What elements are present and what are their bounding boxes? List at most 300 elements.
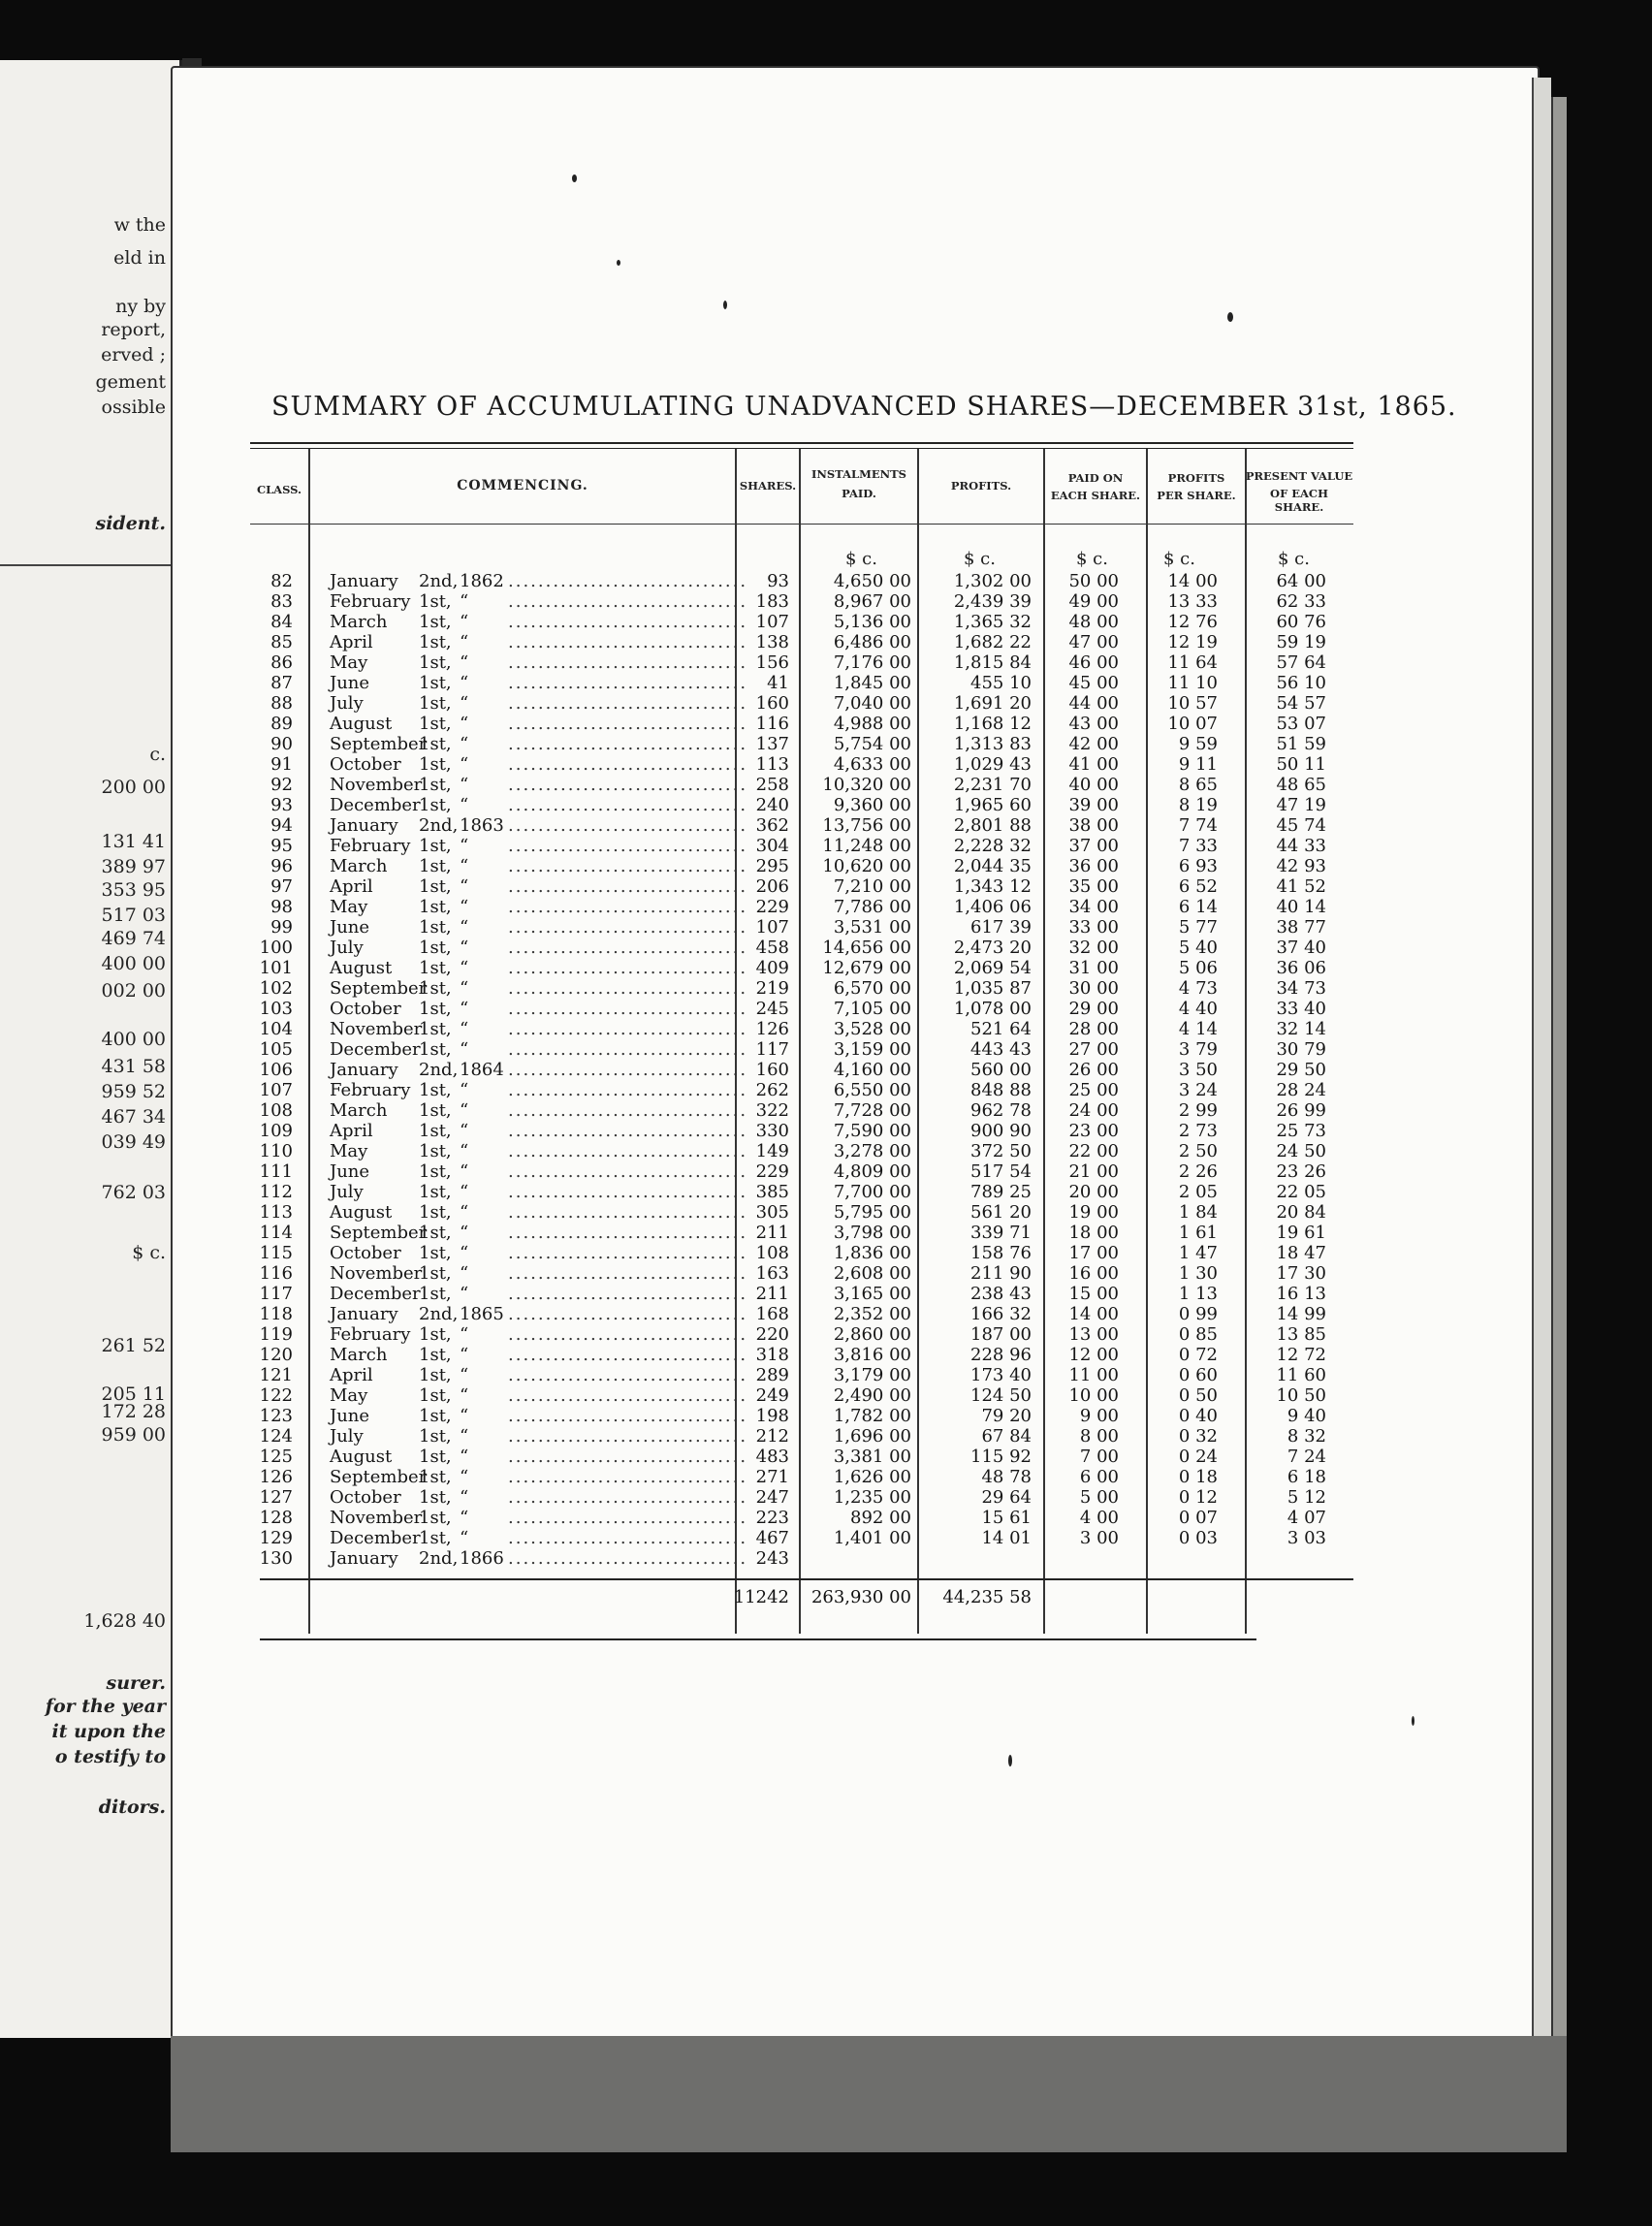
header-instalments-line2: PAID.	[842, 487, 876, 500]
row-year: “	[460, 1223, 469, 1243]
header-commencing: COMMENCING.	[457, 478, 588, 493]
row-shares: 113	[755, 754, 789, 775]
row-year: 1863	[460, 815, 504, 836]
row-year: 1862	[460, 571, 504, 591]
row-day: 1st,	[419, 1019, 452, 1039]
row-profits-per-share: 2 05	[1178, 1182, 1218, 1202]
row-profits-per-share: 0 12	[1178, 1487, 1218, 1508]
row-profits-per-share: 10 07	[1167, 714, 1218, 734]
row-day: 1st,	[419, 1467, 452, 1487]
row-profits: 2,473 20	[953, 938, 1032, 958]
row-paid-each-share: 40 00	[1068, 775, 1119, 795]
row-class: 95	[270, 836, 293, 856]
row-paid-each-share: 26 00	[1068, 1060, 1119, 1080]
row-profits: 238 43	[970, 1284, 1032, 1304]
row-profits-per-share: 11 10	[1167, 673, 1218, 693]
leader-dots: ................................	[508, 815, 748, 836]
table-row	[0, 775, 1652, 795]
leader-dots: ................................	[508, 693, 748, 714]
row-present-value: 14 99	[1276, 1304, 1326, 1324]
leader-dots: ................................	[508, 673, 748, 693]
row-year: “	[460, 999, 469, 1019]
row-profits: 1,029 43	[953, 754, 1032, 775]
row-profits-per-share: 12 19	[1167, 632, 1218, 652]
row-present-value: 34 73	[1276, 978, 1326, 999]
row-month: December	[330, 1528, 421, 1548]
row-month: July	[330, 1182, 364, 1202]
table-row	[0, 1019, 1652, 1039]
row-profits: 1,078 00	[953, 999, 1032, 1019]
row-month: October	[330, 999, 401, 1019]
row-shares: 229	[755, 1161, 789, 1182]
row-day: 1st,	[419, 1202, 452, 1223]
left-text-fragment: surer.	[106, 1672, 166, 1694]
table-row	[0, 754, 1652, 775]
left-text-fragment: it upon the	[51, 1721, 166, 1742]
row-month: May	[330, 1385, 368, 1406]
row-class: 124	[259, 1426, 293, 1447]
row-instalments: 4,650 00	[833, 571, 911, 591]
rule	[260, 1578, 1353, 1580]
row-shares: 156	[755, 652, 789, 673]
row-paid-each-share: 29 00	[1068, 999, 1119, 1019]
row-paid-each-share: 9 00	[1079, 1406, 1119, 1426]
row-day: 1st,	[419, 795, 452, 815]
row-profits: 900 90	[970, 1121, 1032, 1141]
table-row	[0, 1121, 1652, 1141]
row-instalments: 7,786 00	[833, 897, 911, 917]
leader-dots: ................................	[508, 1223, 748, 1243]
row-month: January	[330, 1548, 398, 1569]
book-bottom-edge	[171, 2036, 1567, 2152]
row-paid-each-share: 10 00	[1068, 1385, 1119, 1406]
header-paid-line2: EACH SHARE.	[1050, 489, 1141, 502]
leader-dots: ................................	[508, 958, 748, 978]
row-year: “	[460, 1426, 469, 1447]
table-row	[0, 1263, 1652, 1284]
left-text-fragment: sident.	[95, 513, 166, 534]
row-profits: 2,069 54	[953, 958, 1032, 978]
row-instalments: 7,590 00	[833, 1121, 911, 1141]
table-row	[0, 1467, 1652, 1487]
leader-dots: ................................	[508, 1508, 748, 1528]
row-profits-per-share: 9 11	[1178, 754, 1218, 775]
row-year: “	[460, 1406, 469, 1426]
table-row	[0, 999, 1652, 1019]
row-month: August	[330, 1447, 393, 1467]
header-pps-line1: PROFITS	[1167, 471, 1225, 485]
table-row	[0, 632, 1652, 652]
leader-dots: ................................	[508, 1406, 748, 1426]
row-month: September	[330, 978, 428, 999]
row-day: 1st,	[419, 1243, 452, 1263]
row-class: 121	[259, 1365, 293, 1385]
row-instalments: 4,160 00	[833, 1060, 911, 1080]
row-shares: 117	[755, 1039, 789, 1060]
row-paid-each-share: 30 00	[1068, 978, 1119, 999]
row-day: 1st,	[419, 734, 452, 754]
row-month: December	[330, 1039, 421, 1060]
row-present-value: 64 00	[1276, 571, 1326, 591]
header-instalments	[801, 467, 917, 500]
row-paid-each-share: 46 00	[1068, 652, 1119, 673]
row-shares: 220	[755, 1324, 789, 1345]
row-year: “	[460, 1528, 469, 1548]
leader-dots: ................................	[508, 1528, 748, 1548]
row-month: March	[330, 1345, 388, 1365]
row-month: July	[330, 1426, 364, 1447]
leader-dots: ................................	[508, 1324, 748, 1345]
row-profits: 1,302 00	[953, 571, 1032, 591]
row-profits: 789 25	[970, 1182, 1032, 1202]
row-class: 82	[270, 571, 293, 591]
row-instalments: 10,620 00	[822, 856, 911, 876]
table-row	[0, 876, 1652, 897]
row-present-value: 9 40	[1287, 1406, 1326, 1426]
row-class: 112	[259, 1182, 293, 1202]
row-year: “	[460, 978, 469, 999]
row-instalments: 1,782 00	[833, 1406, 911, 1426]
row-month: February	[330, 836, 411, 856]
row-month: November	[330, 775, 423, 795]
row-present-value: 24 50	[1276, 1141, 1326, 1161]
row-instalments: 4,809 00	[833, 1161, 911, 1182]
table-row	[0, 1447, 1652, 1467]
left-amount: 400 00	[101, 1029, 166, 1050]
row-profits-per-share: 12 76	[1167, 612, 1218, 632]
row-present-value: 47 19	[1276, 795, 1326, 815]
row-instalments: 892 00	[850, 1508, 911, 1528]
row-day: 1st,	[419, 1161, 452, 1182]
left-text-fragment: eld in	[113, 247, 166, 269]
row-paid-each-share: 50 00	[1068, 571, 1119, 591]
row-instalments: 9,360 00	[833, 795, 911, 815]
row-profits: 962 78	[970, 1100, 1032, 1121]
row-day: 1st,	[419, 1508, 452, 1528]
table-row	[0, 1161, 1652, 1182]
row-year: “	[460, 958, 469, 978]
row-month: May	[330, 652, 368, 673]
row-paid-each-share: 8 00	[1079, 1426, 1119, 1447]
row-present-value: 44 33	[1276, 836, 1326, 856]
row-paid-each-share: 43 00	[1068, 714, 1119, 734]
table-row	[0, 734, 1652, 754]
row-profits: 48 78	[981, 1467, 1032, 1487]
row-profits-per-share: 2 26	[1178, 1161, 1218, 1182]
left-text-fragment: erved ;	[101, 344, 166, 366]
row-year: “	[460, 1508, 469, 1528]
row-year: “	[460, 1345, 469, 1365]
total-profits: 44,235 58	[942, 1587, 1032, 1607]
row-day: 2nd,	[419, 815, 459, 836]
row-shares: 211	[755, 1223, 789, 1243]
row-day: 1st,	[419, 591, 452, 612]
row-month: March	[330, 856, 388, 876]
row-present-value: 22 05	[1276, 1182, 1326, 1202]
row-paid-each-share: 23 00	[1068, 1121, 1119, 1141]
header-profits-per-share	[1148, 471, 1245, 502]
row-month: September	[330, 1467, 428, 1487]
row-paid-each-share: 16 00	[1068, 1263, 1119, 1284]
row-year: “	[460, 1080, 469, 1100]
row-class: 93	[270, 795, 293, 815]
leader-dots: ................................	[508, 1284, 748, 1304]
row-class: 123	[259, 1406, 293, 1426]
row-class: 128	[259, 1508, 293, 1528]
row-month: January	[330, 1304, 398, 1324]
header-shares: SHARES.	[739, 479, 797, 493]
left-amount: 469 74	[101, 928, 166, 949]
row-shares: 108	[755, 1243, 789, 1263]
row-class: 107	[259, 1080, 293, 1100]
leader-dots: ................................	[508, 1548, 748, 1569]
row-class: 86	[270, 652, 293, 673]
row-profits-per-share: 5 40	[1178, 938, 1218, 958]
row-paid-each-share: 17 00	[1068, 1243, 1119, 1263]
leader-dots: ................................	[508, 1182, 748, 1202]
row-present-value: 5 12	[1287, 1487, 1326, 1508]
leader-dots: ................................	[508, 1100, 748, 1121]
leader-dots: ................................	[508, 897, 748, 917]
row-present-value: 48 65	[1276, 775, 1326, 795]
leader-dots: ................................	[508, 1080, 748, 1100]
left-rule	[0, 564, 179, 566]
row-class: 129	[259, 1528, 293, 1548]
row-profits: 1,691 20	[953, 693, 1032, 714]
row-instalments: 6,570 00	[833, 978, 911, 999]
row-class: 96	[270, 856, 293, 876]
row-shares: 247	[755, 1487, 789, 1508]
row-shares: 362	[755, 815, 789, 836]
row-present-value: 45 74	[1276, 815, 1326, 836]
table-row	[0, 897, 1652, 917]
row-month: April	[330, 876, 373, 897]
row-instalments: 3,165 00	[833, 1284, 911, 1304]
row-profits-per-share: 3 79	[1178, 1039, 1218, 1060]
leader-dots: ................................	[508, 938, 748, 958]
row-month: July	[330, 938, 364, 958]
row-paid-each-share: 41 00	[1068, 754, 1119, 775]
row-paid-each-share: 45 00	[1068, 673, 1119, 693]
row-paid-each-share: 3 00	[1079, 1528, 1119, 1548]
row-class: 110	[259, 1141, 293, 1161]
row-class: 83	[270, 591, 293, 612]
row-present-value: 23 26	[1276, 1161, 1326, 1182]
table-row	[0, 612, 1652, 632]
row-class: 89	[270, 714, 293, 734]
row-profits: 14 01	[981, 1528, 1032, 1548]
row-paid-each-share: 21 00	[1068, 1161, 1119, 1182]
row-class: 90	[270, 734, 293, 754]
row-profits-per-share: 0 60	[1178, 1365, 1218, 1385]
row-class: 115	[259, 1243, 293, 1263]
row-profits: 1,406 06	[953, 897, 1032, 917]
row-month: February	[330, 591, 411, 612]
leader-dots: ................................	[508, 1426, 748, 1447]
row-present-value: 25 73	[1276, 1121, 1326, 1141]
row-month: January	[330, 1060, 398, 1080]
table-row	[0, 1284, 1652, 1304]
row-profits-per-share: 0 24	[1178, 1447, 1218, 1467]
row-class: 97	[270, 876, 293, 897]
row-year: “	[460, 876, 469, 897]
row-profits-per-share: 0 03	[1178, 1528, 1218, 1548]
row-year: “	[460, 1121, 469, 1141]
left-text-fragment: gement	[95, 371, 166, 393]
row-shares: 219	[755, 978, 789, 999]
row-shares: 385	[755, 1182, 789, 1202]
leader-dots: ................................	[508, 978, 748, 999]
row-shares: 304	[755, 836, 789, 856]
row-class: 118	[259, 1304, 293, 1324]
row-day: 1st,	[419, 1284, 452, 1304]
row-class: 120	[259, 1345, 293, 1365]
row-class: 100	[259, 938, 293, 958]
row-shares: 107	[755, 612, 789, 632]
rule	[260, 1638, 1256, 1640]
row-shares: 126	[755, 1019, 789, 1039]
row-instalments: 1,836 00	[833, 1243, 911, 1263]
ink-speck	[723, 301, 727, 309]
row-class: 111	[259, 1161, 293, 1182]
row-paid-each-share: 12 00	[1068, 1345, 1119, 1365]
table-row	[0, 1365, 1652, 1385]
row-day: 1st,	[419, 1385, 452, 1406]
ink-speck	[572, 175, 577, 182]
row-instalments: 4,633 00	[833, 754, 911, 775]
row-day: 1st,	[419, 1100, 452, 1121]
row-paid-each-share: 24 00	[1068, 1100, 1119, 1121]
row-year: 1866	[460, 1548, 504, 1569]
row-instalments: 1,401 00	[833, 1528, 911, 1548]
row-profits-per-share: 1 47	[1178, 1243, 1218, 1263]
row-profits-per-share: 7 74	[1178, 815, 1218, 836]
row-instalments: 13,756 00	[822, 815, 911, 836]
row-shares: 271	[755, 1467, 789, 1487]
table-row	[0, 1202, 1652, 1223]
row-shares: 262	[755, 1080, 789, 1100]
row-shares: 289	[755, 1365, 789, 1385]
row-class: 84	[270, 612, 293, 632]
leader-dots: ................................	[508, 652, 748, 673]
row-profits: 166 32	[970, 1304, 1032, 1324]
row-profits-per-share: 1 30	[1178, 1263, 1218, 1284]
row-profits-per-share: 4 40	[1178, 999, 1218, 1019]
table-row	[0, 571, 1652, 591]
row-paid-each-share: 22 00	[1068, 1141, 1119, 1161]
row-year: “	[460, 1243, 469, 1263]
table-row	[0, 815, 1652, 836]
row-profits-per-share: 11 64	[1167, 652, 1218, 673]
row-profits-per-share: 0 32	[1178, 1426, 1218, 1447]
row-profits-per-share: 0 40	[1178, 1406, 1218, 1426]
table-row	[0, 1243, 1652, 1263]
row-day: 1st,	[419, 856, 452, 876]
row-instalments: 5,136 00	[833, 612, 911, 632]
row-instalments: 1,235 00	[833, 1487, 911, 1508]
table-row	[0, 652, 1652, 673]
row-year: “	[460, 1161, 469, 1182]
row-profits: 228 96	[970, 1345, 1032, 1365]
row-profits: 158 76	[970, 1243, 1032, 1263]
row-class: 126	[259, 1467, 293, 1487]
header-instalments-line1: INSTALMENTS	[810, 467, 906, 481]
row-present-value: 26 99	[1276, 1100, 1326, 1121]
left-amount: 205 11	[101, 1383, 166, 1405]
row-present-value: 59 19	[1276, 632, 1326, 652]
leader-dots: ................................	[508, 1385, 748, 1406]
left-amount: 762 03	[101, 1182, 166, 1203]
row-day: 1st,	[419, 1406, 452, 1426]
row-profits: 124 50	[970, 1385, 1032, 1406]
row-month: April	[330, 1365, 373, 1385]
row-paid-each-share: 25 00	[1068, 1080, 1119, 1100]
row-year: “	[460, 897, 469, 917]
row-instalments: 1,626 00	[833, 1467, 911, 1487]
row-year: “	[460, 1039, 469, 1060]
leader-dots: ................................	[508, 754, 748, 775]
row-month: August	[330, 714, 393, 734]
row-class: 117	[259, 1284, 293, 1304]
left-text-fragment: ditors.	[98, 1797, 166, 1818]
row-month: June	[330, 1161, 370, 1182]
row-day: 1st,	[419, 612, 452, 632]
row-instalments: 7,700 00	[833, 1182, 911, 1202]
row-profits: 29 64	[981, 1487, 1032, 1508]
row-class: 104	[259, 1019, 293, 1039]
row-day: 1st,	[419, 1039, 452, 1060]
row-profits: 15 61	[981, 1508, 1032, 1528]
row-present-value: 20 84	[1276, 1202, 1326, 1223]
row-month: November	[330, 1019, 423, 1039]
row-month: October	[330, 1243, 401, 1263]
leader-dots: ................................	[508, 876, 748, 897]
header-pv-line2: OF EACH SHARE.	[1270, 487, 1328, 514]
table-row	[0, 1385, 1652, 1406]
row-paid-each-share: 35 00	[1068, 876, 1119, 897]
row-paid-each-share: 5 00	[1079, 1487, 1119, 1508]
row-year: “	[460, 1263, 469, 1284]
table-row	[0, 978, 1652, 999]
row-day: 1st,	[419, 1223, 452, 1243]
row-shares: 160	[755, 1060, 789, 1080]
row-class: 102	[259, 978, 293, 999]
row-day: 1st,	[419, 958, 452, 978]
left-amount: 389 97	[101, 856, 166, 877]
row-day: 1st,	[419, 632, 452, 652]
row-present-value: 56 10	[1276, 673, 1326, 693]
row-present-value: 32 14	[1276, 1019, 1326, 1039]
row-day: 1st,	[419, 714, 452, 734]
row-profits-per-share: 0 07	[1178, 1508, 1218, 1528]
row-day: 2nd,	[419, 1548, 459, 1569]
row-class: 109	[259, 1121, 293, 1141]
row-month: April	[330, 1121, 373, 1141]
row-class: 116	[259, 1263, 293, 1284]
leader-dots: ................................	[508, 856, 748, 876]
row-day: 1st,	[419, 1426, 452, 1447]
row-profits: 173 40	[970, 1365, 1032, 1385]
row-class: 114	[259, 1223, 293, 1243]
row-profits: 339 71	[970, 1223, 1032, 1243]
leader-dots: ................................	[508, 571, 748, 591]
row-class: 88	[270, 693, 293, 714]
row-year: “	[460, 693, 469, 714]
row-shares: 137	[755, 734, 789, 754]
row-paid-each-share: 32 00	[1068, 938, 1119, 958]
row-profits-per-share: 0 50	[1178, 1385, 1218, 1406]
row-class: 130	[259, 1548, 293, 1569]
